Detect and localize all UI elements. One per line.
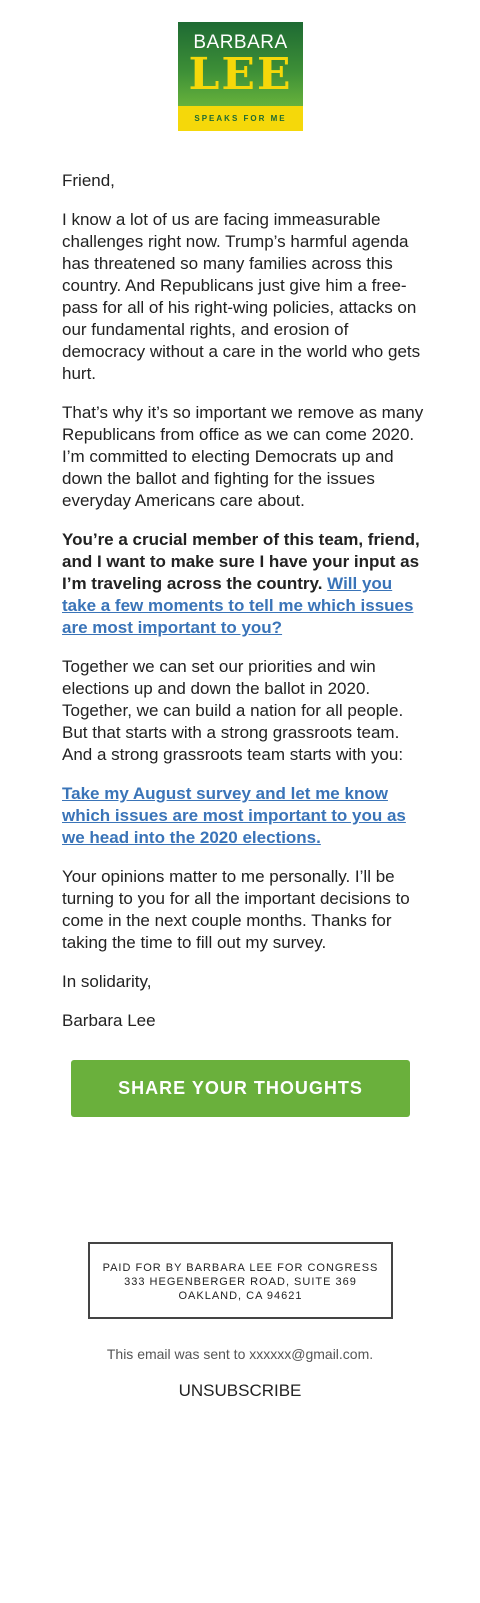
paragraph-1: I know a lot of us are facing immeasurable challenges right now. Trump’s harmful agenda has threatened so many families across this country. And Republicans just give him a free-pass for all of his right-wing policies, attacks on our fundamental rights, and erosion of democracy without a care in the world who gets hurt. (62, 210, 421, 383)
paragraph-3-bold: You’re a crucial member of this team, friend, and I want to make sure I have your input as I’m traveling across the country. (62, 530, 420, 593)
sent-to-notice: This email was sent to xxxxxx@gmail.com. (106, 1346, 374, 1362)
disclaimer-line-2: 333 HEGENBERGER ROAD, SUITE 369 (124, 1276, 357, 1288)
paragraph-3 (62, 529, 424, 639)
logo-last-name: LEE (188, 49, 293, 100)
paragraph-5 (62, 783, 424, 849)
paragraph-2: That’s why it’s so important we remove as many Republicans from office as we can come 2020. I’m committed to electing Democrats up and down the ballot and fighting for the issues everyday Americans care about. (62, 403, 424, 510)
disclaimer-line-3: OAKLAND, CA 94621 (178, 1290, 303, 1302)
survey-link-2[interactable]: Take my August survey and let me know which issues are most important to you as we head into the 2020 elections. (62, 784, 406, 847)
signature: Barbara Lee (62, 1011, 156, 1030)
closing: In solidarity, (62, 972, 152, 991)
email-body (62, 170, 424, 1049)
paragraph-6: Your opinions matter to me personally. I’ll be turning to you for all the important decisions to come in the next couple months. Thanks for taking the time to fill out my survey. (62, 867, 410, 952)
share-thoughts-button[interactable]: SHARE YOUR THOUGHTS (71, 1060, 410, 1117)
greeting: Friend, (62, 171, 115, 190)
survey-link-1[interactable]: Will you take a few moments to tell me which issues are most important to you? (62, 574, 414, 637)
logo-first-name: BARBARA (193, 32, 288, 53)
unsubscribe-link[interactable]: UNSUBSCRIBE (178, 1381, 302, 1400)
paid-for-disclaimer (88, 1242, 393, 1319)
logo-tagline: SPEAKS FOR ME (178, 106, 303, 131)
paragraph-4: Together we can set our priorities and win elections up and down the ballot in 2020. Together, we can build a nation for all people. But that starts with a strong grassroots team. And a strong grassroots team starts with you: (62, 657, 404, 764)
campaign-logo (178, 22, 303, 131)
disclaimer-line-1: PAID FOR BY BARBARA LEE FOR CONGRESS (102, 1262, 379, 1274)
